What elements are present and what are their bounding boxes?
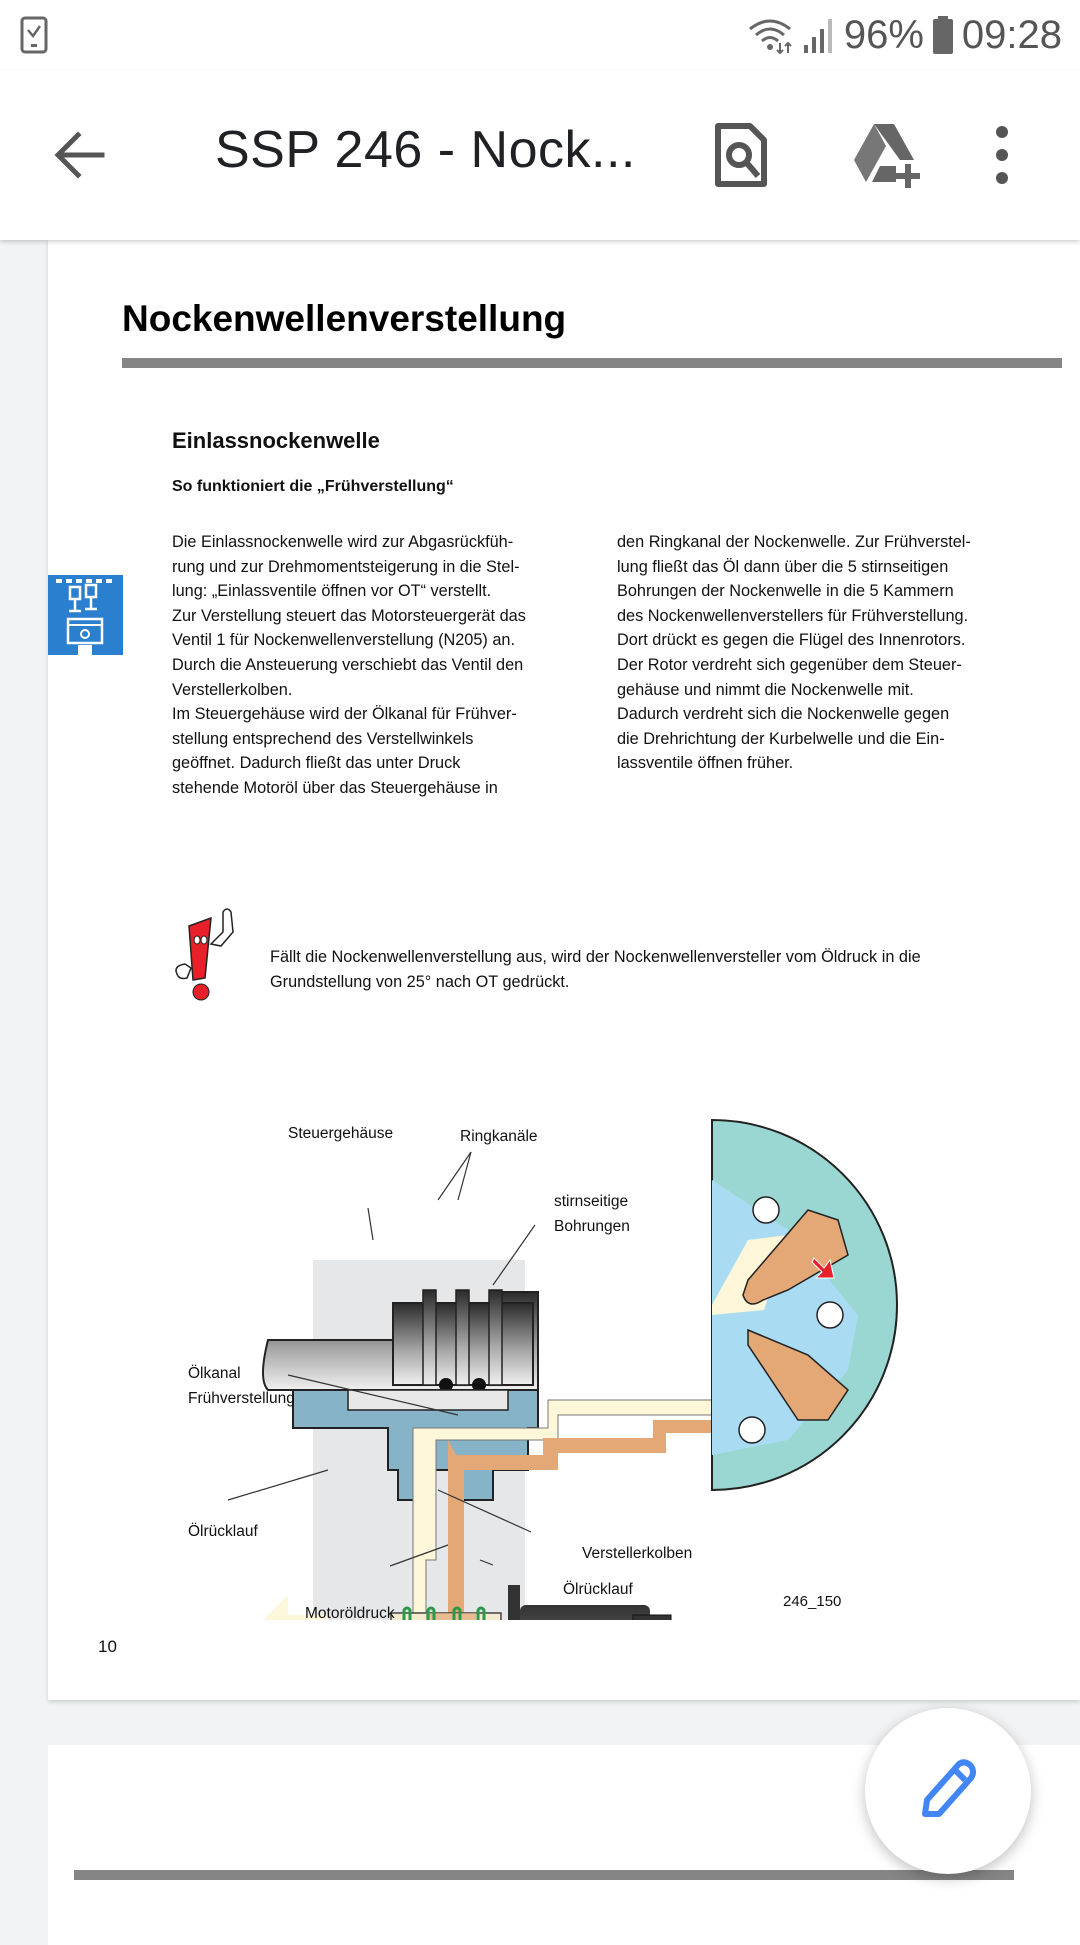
label-fruehverstellung: Frühverstellung <box>188 1390 295 1407</box>
heading-rule <box>74 1870 1014 1880</box>
text-line: Fällt die Nockenwellenverstellung aus, wird der Nockenwellenversteller vom Öldruck in die <box>270 948 921 966</box>
clock: 09:28 <box>961 12 1062 57</box>
engine-valve-piston-icon <box>48 575 123 655</box>
app-bar <box>0 70 1080 240</box>
heading-rule <box>122 358 1062 368</box>
section-heading: Einlassnockenwelle <box>172 428 380 453</box>
subsection-heading: So funktioniert die „Frühverstellung“ <box>172 478 454 495</box>
pdf-page <box>48 240 1080 1700</box>
text-line: stehende Motoröl über das Steuergehäuse in <box>172 778 498 797</box>
oil-pressure-riser <box>448 1455 464 1620</box>
label-ringkanaele: Ringkanäle <box>460 1128 538 1145</box>
solenoid-flange <box>508 1585 520 1620</box>
text-line: lung fließt das Öl dann über die 5 stirnseitigen <box>617 557 949 576</box>
text-line: des Nockenwellenverstellers für Frühverstellung. <box>617 606 969 625</box>
label-motoroeldruck: Motoröldruck <box>305 1605 395 1622</box>
page-heading: Nockenwellenverstellung <box>122 298 567 339</box>
text-line: Der Rotor verdreht sich gegenüber dem Steuer- <box>617 655 962 674</box>
document-title: SSP 246 - Nock... <box>215 121 636 179</box>
text-line: Die Einlassnockenwelle wird zur Abgasrückfüh- <box>172 533 514 551</box>
label-verstellerkolben: Verstellerkolben <box>582 1545 693 1562</box>
text-line: Durch die Ansteuerung verschiebt das Ventil den <box>172 655 524 674</box>
pdf-viewer[interactable] <box>0 240 1080 1920</box>
arrow-back-icon[interactable] <box>50 125 110 185</box>
text-line: Ventil 1 für Nockenwellenverstellung (N205) an. <box>172 631 515 650</box>
text-line: Verstellerkolben. <box>172 680 293 699</box>
text-line: Bohrungen der Nockenwelle in die 5 Kammern <box>617 582 954 601</box>
text-line: die Drehrichtung der Kurbelwelle und die Ein- <box>617 729 945 748</box>
camshaft-adjuster-rotor <box>712 1120 897 1490</box>
edit-fab-button[interactable] <box>865 1708 1031 1874</box>
ring-groove <box>423 1290 436 1385</box>
more-vert-icon[interactable] <box>982 120 1022 190</box>
text-line: Dadurch verdreht sich die Nockenwelle gegen <box>617 705 950 724</box>
camshaft-adjuster-diagram <box>148 1060 908 1620</box>
figure-id: 246_150 <box>783 1593 842 1610</box>
task-checkbox-icon <box>20 16 48 54</box>
text-line: Grundstellung von 25° nach OT gedrückt. <box>270 972 570 991</box>
text-column-1 <box>172 530 582 801</box>
document-search-icon[interactable] <box>706 120 776 190</box>
drive-add-icon[interactable] <box>852 120 922 190</box>
text-column-2 <box>617 530 1027 776</box>
battery-icon <box>932 15 954 55</box>
label-steuergehaeuse: Steuergehäuse <box>288 1125 394 1142</box>
text-line: Dort drückt es gegen die Flügel des Innenrotors. <box>617 631 966 650</box>
label-oelkanal: Ölkanal <box>188 1365 241 1382</box>
battery-percent: 96% <box>843 12 924 57</box>
text-line: lung: „Einlassventile öffnen vor OT“ verstellt. <box>172 582 492 601</box>
edit-pencil-icon <box>913 1756 983 1826</box>
text-line: stellung entsprechend des Verstellwinkels <box>172 729 474 748</box>
label-bohrungen: Bohrungen <box>554 1218 630 1235</box>
thread <box>348 1390 508 1410</box>
signal-icon <box>802 15 836 55</box>
text-line: geöffnet. Dadurch fließt das unter Druck <box>172 754 461 773</box>
warning-exclamation-mascot-icon <box>171 904 241 1004</box>
text-line: lassventile öffnen früher. <box>617 754 794 773</box>
label-stirnseitige: stirnseitige <box>554 1193 629 1210</box>
text-line: den Ringkanal der Nockenwelle. Zur Frühverstel- <box>617 533 971 551</box>
label-oelruecklauf-left: Ölrücklauf <box>188 1523 258 1540</box>
status-icons <box>746 10 1062 60</box>
text-line: rung und zur Drehmomentsteigerung in die Stel- <box>172 557 520 576</box>
note-text <box>270 945 1070 994</box>
wifi-icon <box>746 15 794 55</box>
status-bar <box>0 0 1080 70</box>
text-line: Im Steuergehäuse wird der Ölkanal für Frühver- <box>172 705 517 724</box>
page-number: 10 <box>98 1637 117 1656</box>
solenoid-valve-n205 <box>520 1605 650 1620</box>
ring-groove <box>456 1290 469 1385</box>
text-line: gehäuse und nimmt die Nockenwelle mit. <box>617 680 914 699</box>
ring-groove <box>489 1290 502 1385</box>
label-oelruecklauf-bottom: Ölrücklauf <box>563 1581 633 1598</box>
text-line: Zur Verstellung steuert das Motorsteuergerät das <box>172 606 526 625</box>
